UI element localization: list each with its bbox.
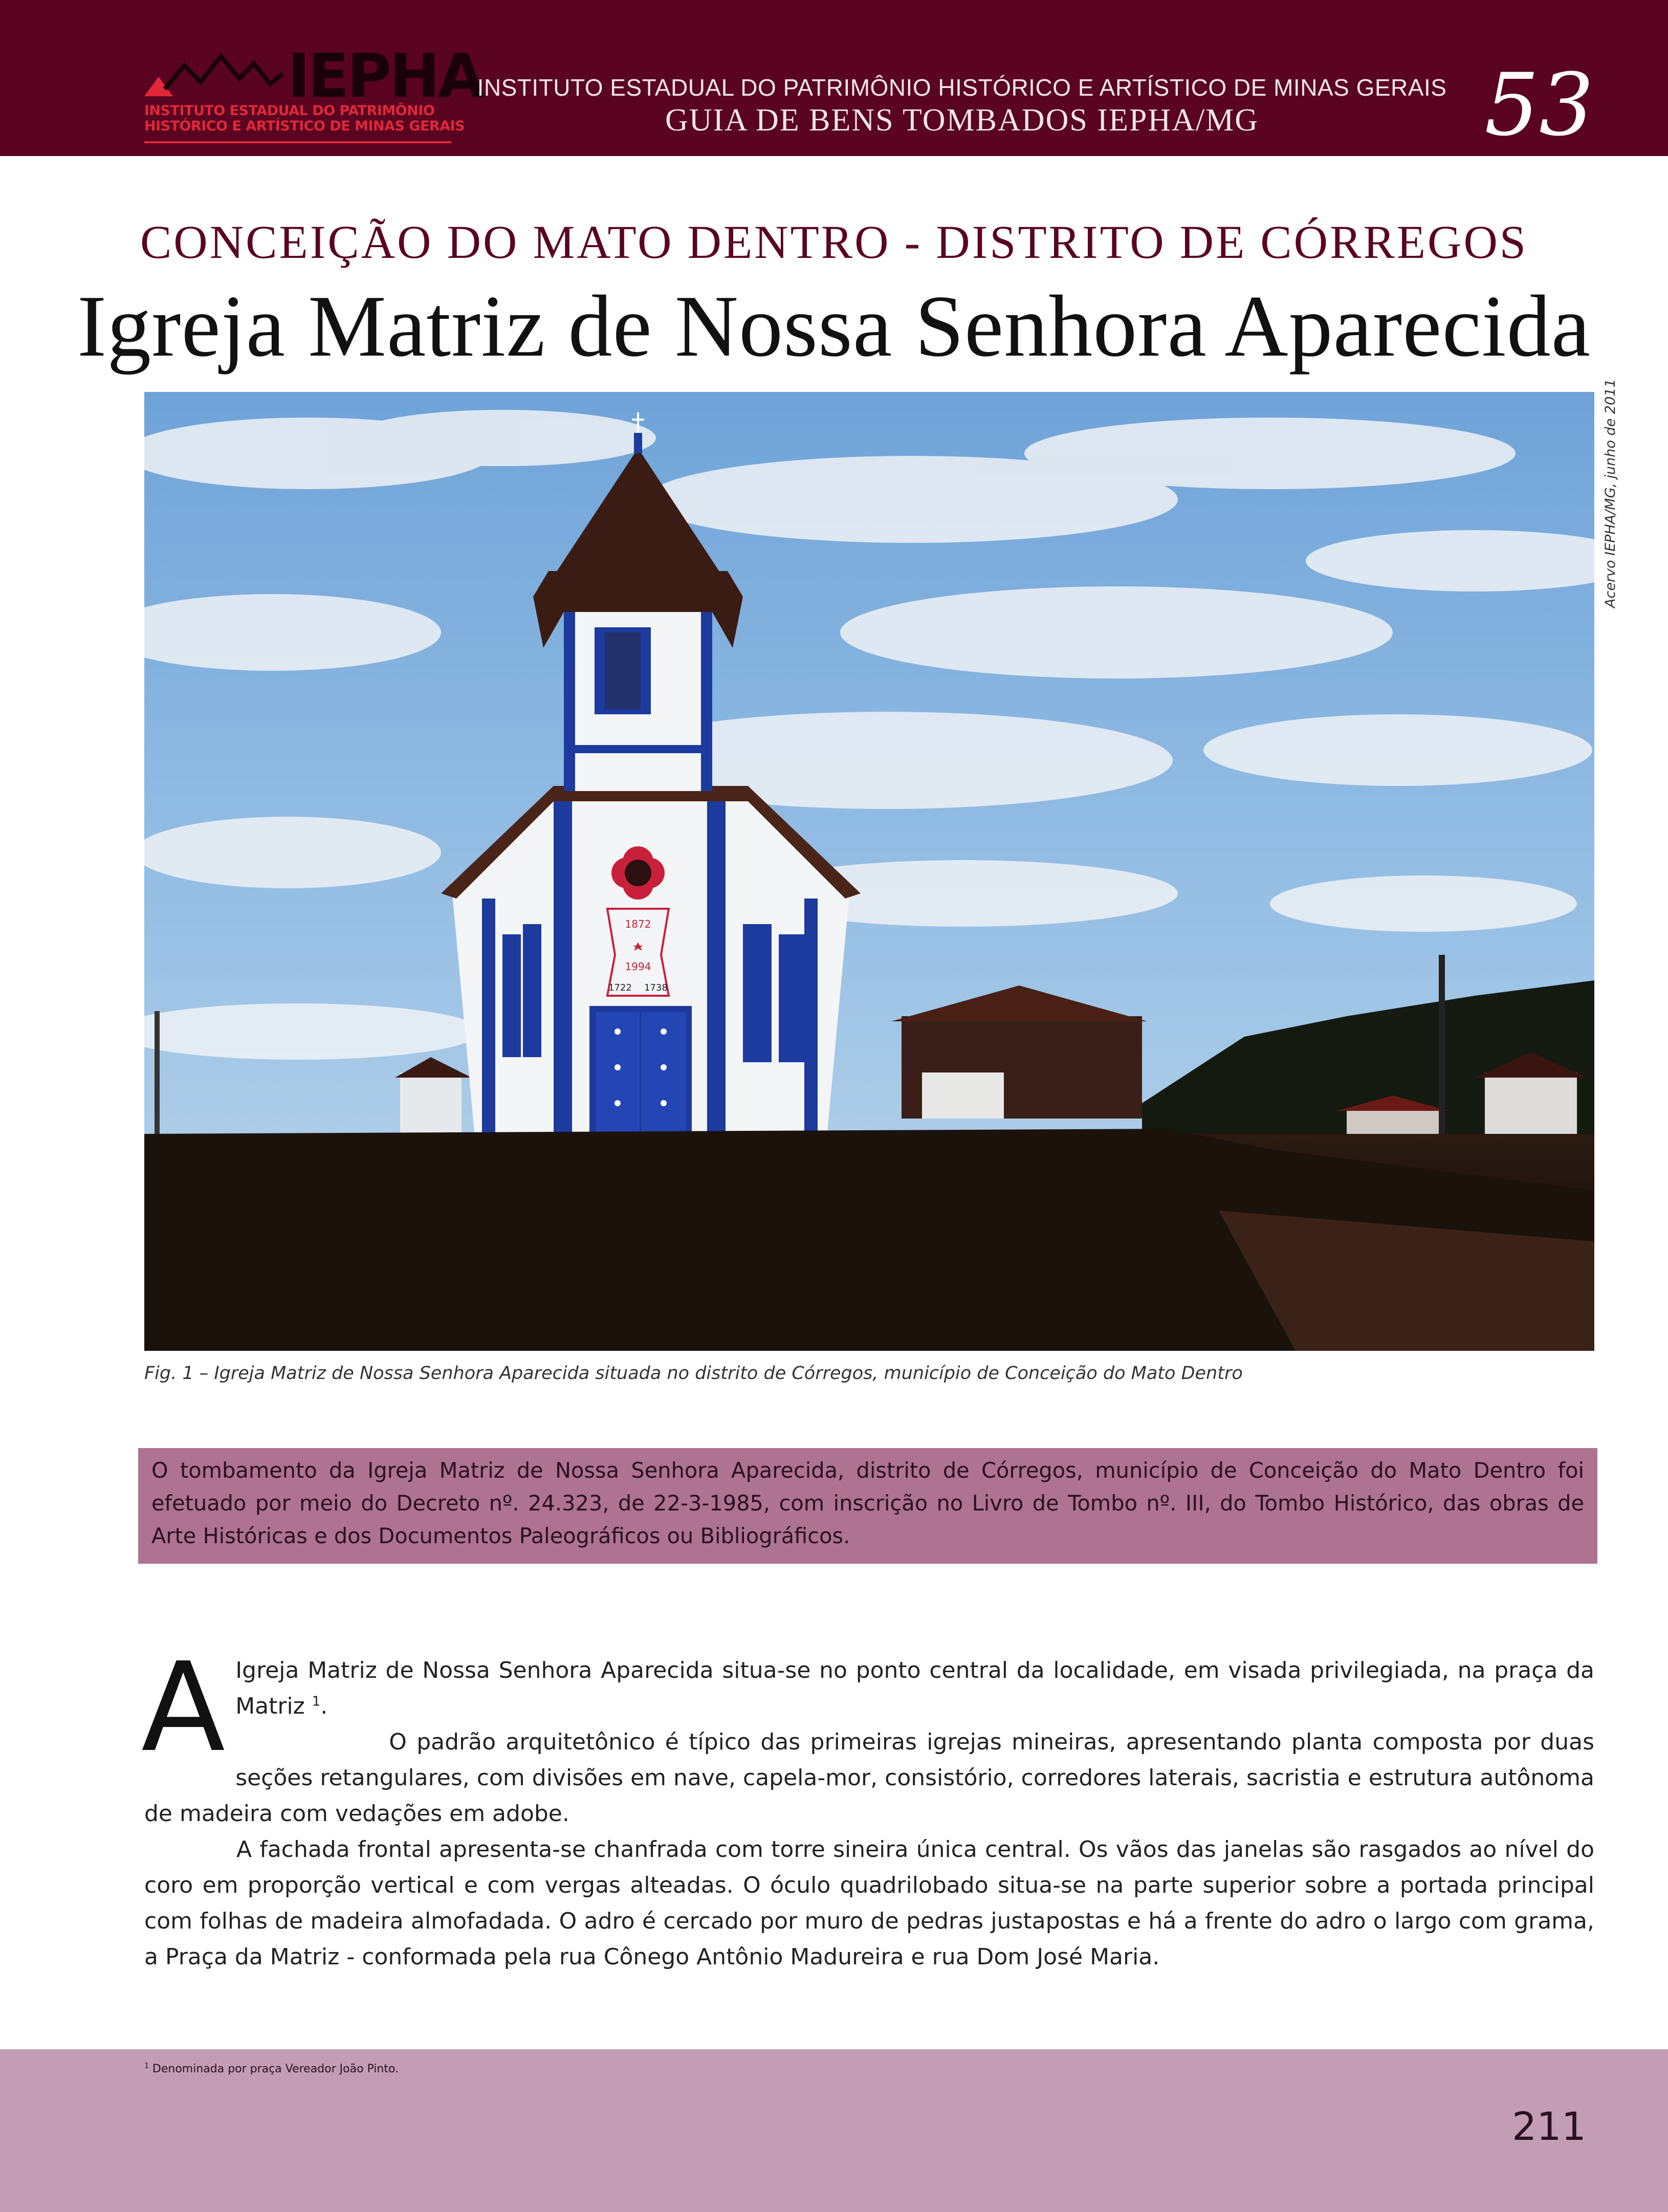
footnote-text: Denominada por praça Vereador João Pinto. <box>152 2063 399 2075</box>
institution-name: INSTITUTO ESTADUAL DO PATRIMÔNIO HISTÓRICO E ARTÍSTICO DE MINAS GERAIS <box>477 74 1447 101</box>
guide-title: GUIA DE BENS TOMBADOS IEPHA/MG <box>665 103 1259 138</box>
facade-date-2: 1994 <box>625 960 651 973</box>
church-photo <box>144 392 1594 1351</box>
paragraph-2 <box>144 1724 1594 1832</box>
footer-band <box>0 2049 1668 2212</box>
footnote-marker: 1 <box>144 2062 149 2070</box>
facade-date-4: 1738 <box>644 982 668 993</box>
listing-note-text: O tombamento da Igreja Matriz de Nossa Senhora Aparecida, distrito de Córregos, município de Conceição do Mato Dentro foi efetuado por meio do Decreto nº. 24.323, de 22-3-1985, com inscrição no Livro de Tombo nº. III, do Tombo Histórico, das obras de Arte Históricas e dos Documentos Paleográficos ou Bibliográficos. <box>151 1458 1584 1548</box>
article-body <box>141 1636 1594 1975</box>
photo-credit <box>1591 379 1632 618</box>
photo-credit-text: Acervo IEPHA/MG, junho de 2011 <box>1603 379 1618 608</box>
paragraph-1-end: . <box>320 1693 328 1719</box>
logo-subtitle-line1: INSTITUTO ESTADUAL DO PATRIMÔNIO <box>144 103 435 119</box>
logo-underline <box>144 141 451 143</box>
header-band <box>0 0 1668 156</box>
page-number: 211 <box>1511 2104 1586 2149</box>
page-title: Igreja Matriz de Nossa Senhora Aparecida <box>77 278 1591 375</box>
location-heading: CONCEIÇÃO DO MATO DENTRO - DISTRITO DE CÓRREGOS <box>140 216 1528 268</box>
paragraph-3-text: A fachada frontal apresenta-se chanfrada com torre sineira única central. Os vãos das janelas são rasgados ao nível do coro em proporção vertical e com vergas alteadas. O óculo quadrilobado situa-se na parte superior sobre a portada principal com folhas de madeira almofadada. O adro é cercado por muro de pedras justapostas e há a frente do adro o largo com grama, a Praça da Matriz - conformada pela rua Cônego Antônio Madureira e rua Dom José Maria. <box>144 1836 1594 1970</box>
church-illustration <box>144 392 1594 1351</box>
logo-subtitle-line2: HISTÓRICO E ARTÍSTICO DE MINAS GERAIS <box>144 118 465 134</box>
logo-wordmark: IEPHA <box>288 40 483 111</box>
footnote <box>144 2063 399 2075</box>
section-number: 53 <box>1484 55 1594 155</box>
footnote-ref: 1 <box>312 1694 321 1710</box>
facade-date-1: 1872 <box>625 918 651 930</box>
paragraph-1-text: Igreja Matriz de Nossa Senhora Aparecida situa-se no ponto central da localidade, em visada privilegiada, na praça da Matriz <box>235 1657 1594 1719</box>
iepha-logo <box>144 40 483 147</box>
paragraph-2-text: O padrão arquitetônico é típico das primeiras igrejas mineiras, apresentando planta composta por duas seções retangulares, com divisões em nave, capela-mor, consistório, corredores laterais, sacristia e estrutura autônoma de madeira com vedações em adobe. <box>144 1729 1594 1827</box>
facade-date-3: 1722 <box>608 982 632 993</box>
mountain-logo-icon <box>144 45 288 106</box>
paragraph-3 <box>144 1832 1594 1975</box>
figure-caption: Fig. 1 – Igreja Matriz de Nossa Senhora Aparecida situada no distrito de Córregos, município de Conceição do Mato Dentro <box>144 1363 1243 1384</box>
listing-note-box <box>138 1448 1597 1564</box>
drop-cap: A <box>141 1636 226 1779</box>
